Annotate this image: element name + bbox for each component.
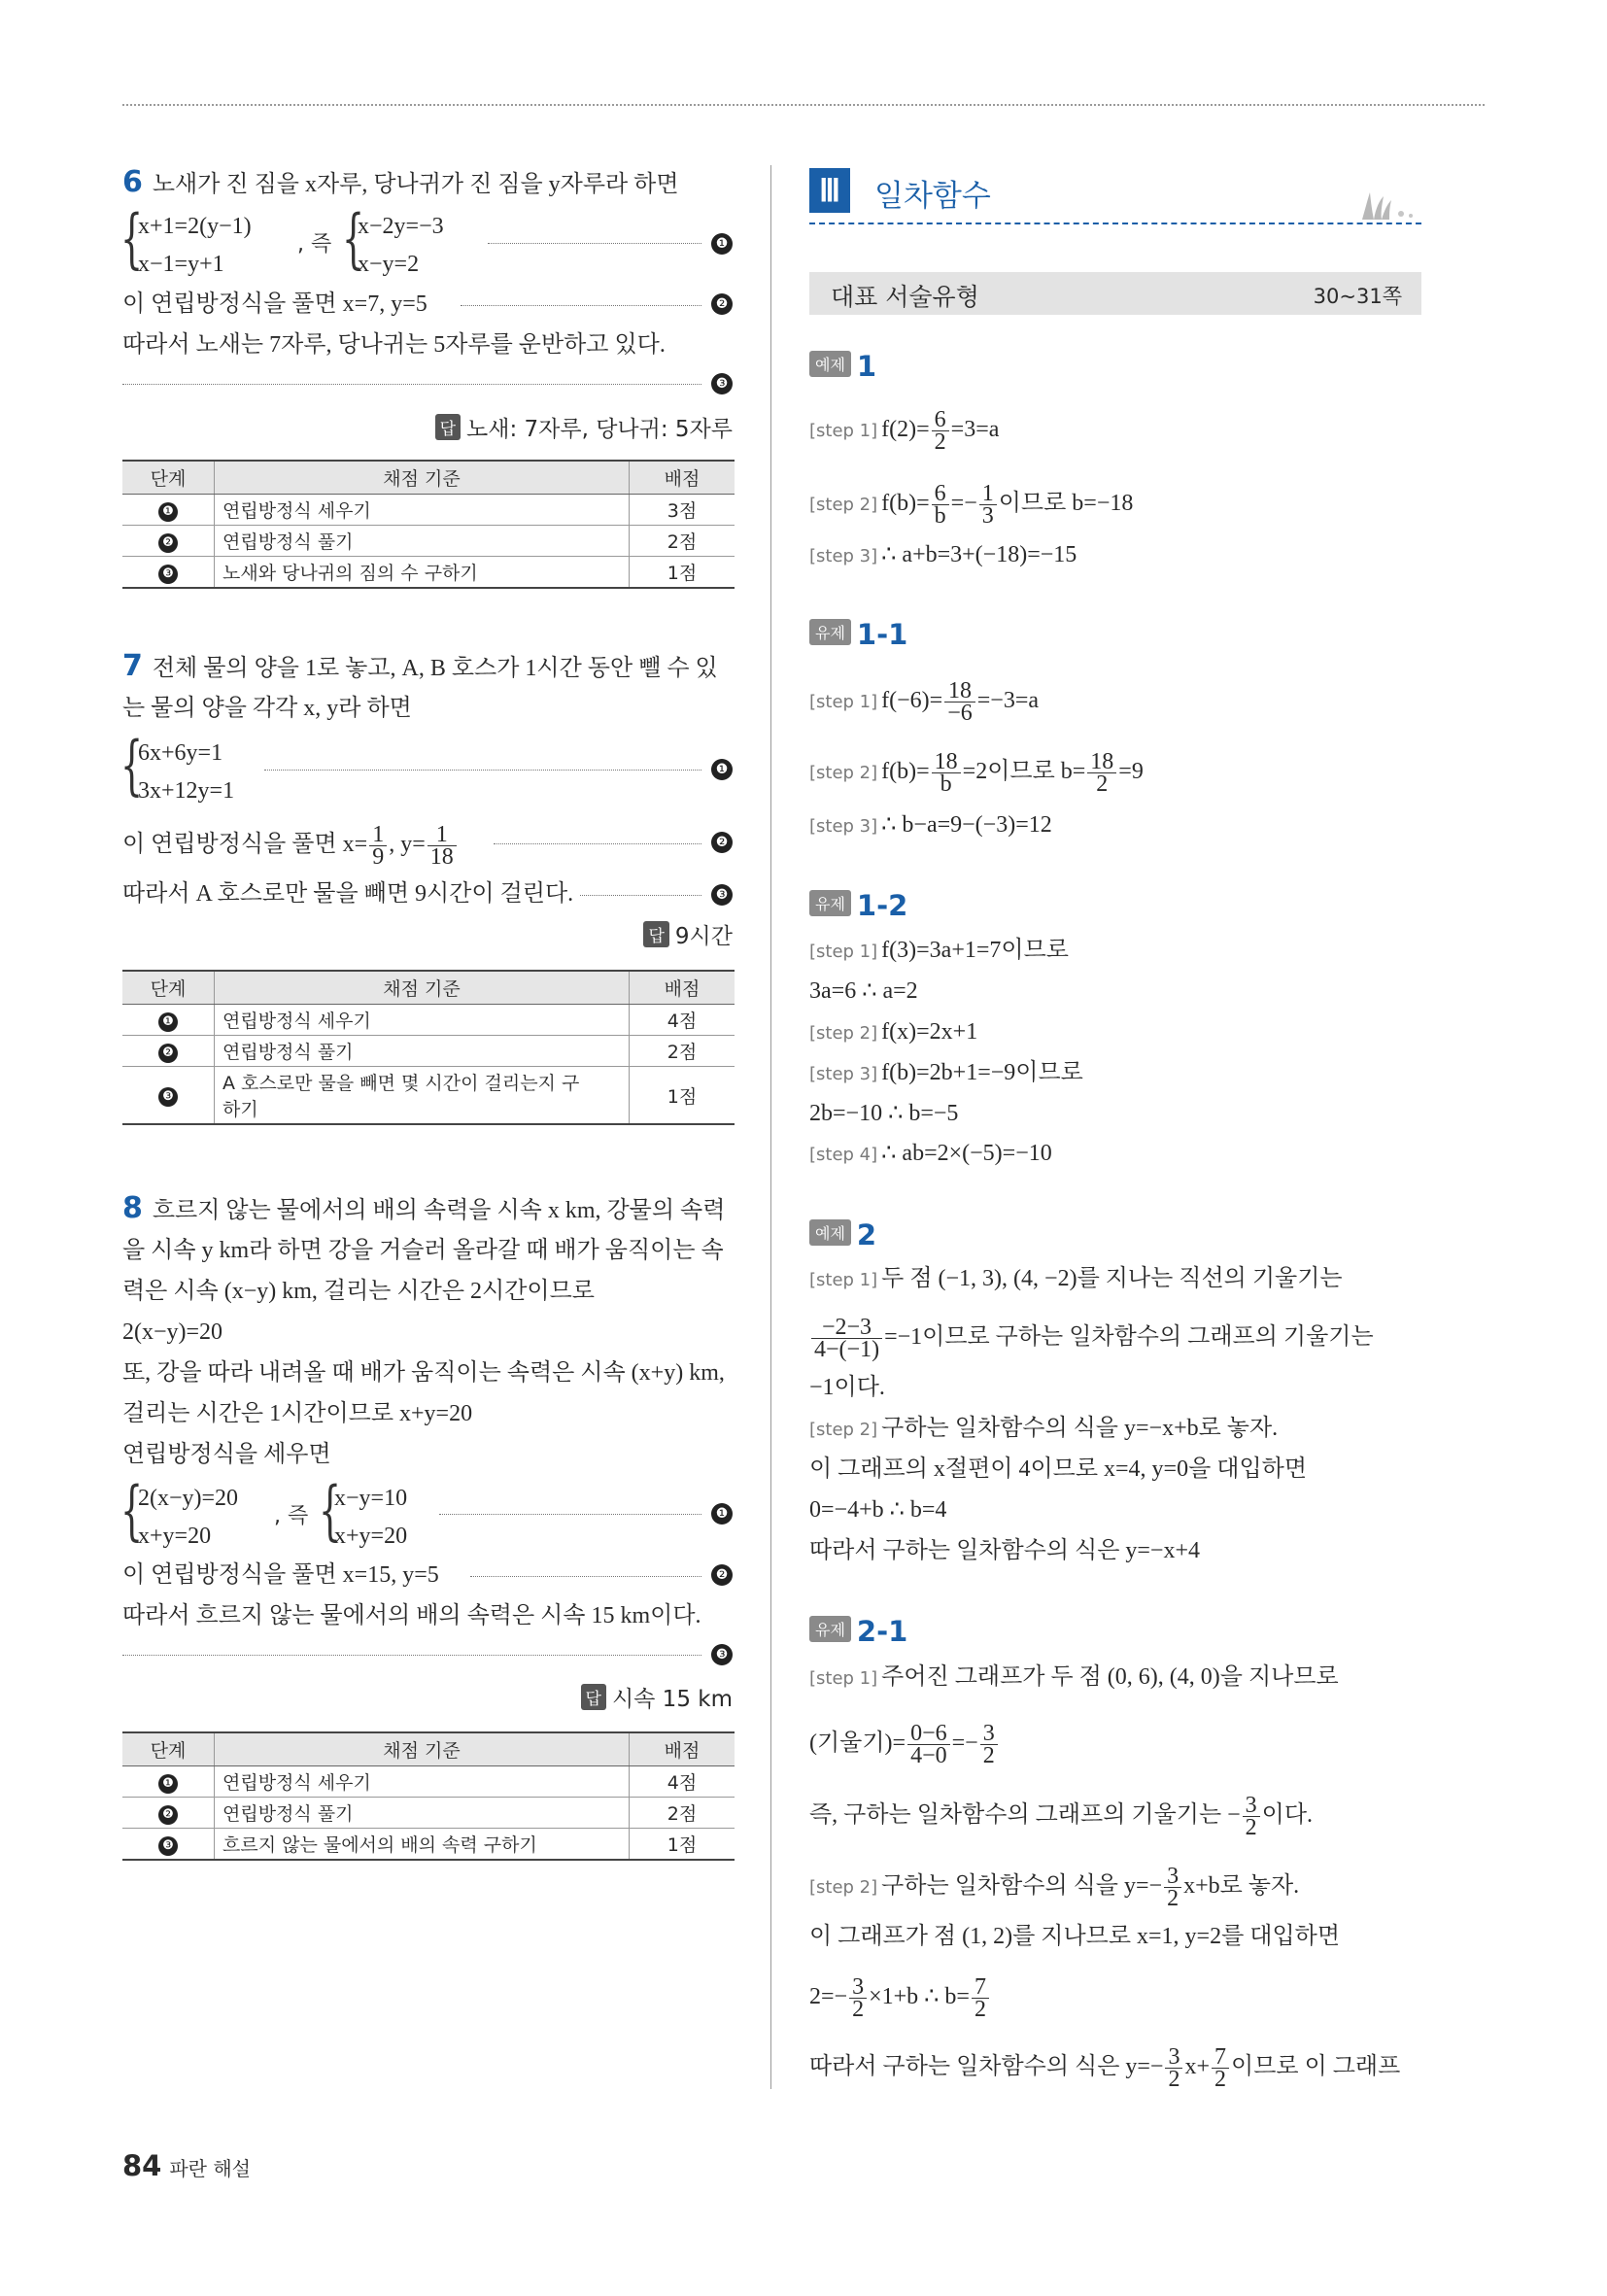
p8-line-1: 8 흐르지 않는 물에서의 배의 속력을 시속 x km, 강물의 속력: [122, 1191, 726, 1225]
table-row: ❸ A 호스로만 물을 빼면 몇 시간이 걸리는지 구 하기 1점: [122, 1067, 735, 1125]
mark-3: ❸: [711, 1644, 733, 1665]
mark-3: ❸: [711, 373, 733, 394]
p8-sys2-eq2: x+y=20: [334, 1524, 408, 1549]
book-label: 파란 해설: [169, 2157, 251, 2180]
mark-2: ❷: [711, 832, 733, 853]
grass-decoration-icon: [1358, 190, 1420, 222]
p6-sys1-eq1: x+1=2(y−1): [138, 214, 252, 239]
s11-step2: [step 2] f(b)= $\frac{18}{b}$ =2이므로 b= $\frac{18}{2}$ =9: [809, 749, 1144, 797]
column-divider: [770, 165, 771, 2089]
s21-step2: [step 2] 구하는 일차함수의 식을 y=− $\frac{3}{2}$ x+b로 놓자.: [809, 1864, 1300, 1911]
p8-line-2: 을 시속 y km라 하면 강을 거슬러 올라갈 때 배가 움직이는 속: [122, 1238, 724, 1263]
s21-line-2: (기울기)= $\frac{0-6}{4-0}$ =− $\frac{3}{2}$: [809, 1723, 1000, 1766]
p6-answer: 답 노새: 7자루, 당나귀: 5자루: [435, 411, 733, 443]
p8-solve: 이 연립방정식을 풀면 x=15, y=5: [122, 1562, 439, 1588]
p8-brace-1: {: [120, 1473, 144, 1548]
example-2-label: 예제 2: [809, 1218, 876, 1251]
ex2-line-5: 이 그래프의 x절편이 4이므로 x=4, y=0을 대입하면: [809, 1456, 1308, 1482]
p8-sep: , 즉: [274, 1504, 309, 1528]
mark-2: ❷: [711, 293, 733, 315]
p8-sys2-eq1: x−y=10: [334, 1486, 408, 1511]
p6-solve: 이 연립방정식을 풀면 x=7, y=5: [122, 291, 427, 317]
p8-line-7: 연립방정식을 세우면: [122, 1442, 331, 1467]
p8-line-5: 또, 강을 따라 내려올 때 배가 움직이는 속력은 시속 (x+y) km,: [122, 1360, 725, 1386]
s11-step1: [step 1] f(−6)= $\frac{18}{-6}$ =−3=a: [809, 678, 1040, 726]
p7-sys-eq2: 3x+12y=1: [138, 778, 235, 804]
p8-sys1-eq1: 2(x−y)=20: [138, 1486, 239, 1511]
ex1-step3: [step 3] ∴ a+b=3+(−18)=−15: [809, 542, 1077, 567]
s21-line-5: 이 그래프가 점 (1, 2)를 지나므로 x=1, y=2를 대입하면: [809, 1924, 1340, 1949]
p8-sys1-eq2: x+y=20: [138, 1524, 212, 1549]
similar-1-1-label: 유제 1-1: [809, 618, 907, 651]
p6-leader-1: [488, 243, 701, 244]
p6-sys2-eq2: x−y=2: [358, 252, 420, 277]
p7-conclusion: 따라서 A 호스로만 물을 빼면 9시간이 걸린다.: [122, 881, 574, 907]
table-row: ❷ 연립방정식 풀기 2점: [122, 1798, 735, 1829]
p8-line-3: 력은 시속 (x−y) km, 걸리는 시간은 2시간이므로: [122, 1279, 595, 1304]
s12-step2: [step 2] f(x)=2x+1: [809, 1019, 978, 1045]
band-pages: 30~31쪽: [1313, 285, 1402, 308]
p8-line-4: 2(x−y)=20: [122, 1319, 223, 1345]
p7-intro-1: 7 전체 물의 양을 1로 놓고, A, B 호스가 1시간 동안 뺄 수 있: [122, 649, 718, 683]
ex2-line-3: −1이다.: [809, 1375, 885, 1400]
s12-line-5: 2b=−10 ∴ b=−5: [809, 1101, 959, 1126]
section-band: [809, 272, 1421, 315]
p8-brace-2: {: [319, 1473, 342, 1548]
p8-line-6: 걸리는 시간은 1시간이므로 x+y=20: [122, 1401, 473, 1426]
ex1-step1: [step 1] f(2)= $\frac{6}{2}$ =3=a: [809, 407, 1000, 455]
ex2-step1: [step 1] 두 점 (−1, 3), (4, −2)를 지나는 직선의 기울기는: [809, 1266, 1343, 1291]
table-row: ❶ 연립방정식 세우기 3점: [122, 495, 735, 526]
p7-solve: 이 연립방정식을 풀면 x= $\frac{1}{9}$ , y= $\frac{1}{18}$: [122, 824, 459, 868]
s12-line-2: 3a=6 ∴ a=2: [809, 978, 918, 1004]
section-dashed-rule: [809, 223, 1421, 224]
p8-leader-1: [439, 1514, 701, 1515]
p6-sys1-eq2: x−1=y+1: [138, 252, 224, 277]
table-row: ❶ 연립방정식 세우기 4점: [122, 1766, 735, 1798]
p8-conclusion: 따라서 흐르지 않는 물에서의 배의 속력은 시속 15 km이다.: [122, 1603, 701, 1628]
top-dotted-rule: [122, 104, 1485, 106]
mark-1: ❶: [711, 759, 733, 780]
p6-sys2-eq1: x−2y=−3: [358, 214, 444, 239]
s21-step1: [step 1] 주어진 그래프가 두 점 (0, 6), (4, 0)을 지나므로: [809, 1664, 1339, 1690]
p8-leader-2: [470, 1576, 701, 1577]
ex2-line-6: 0=−4+b ∴ b=4: [809, 1497, 947, 1523]
s21-line-7: 따라서 구하는 일차함수의 식은 y=− $\frac{3}{2}$ x+ $\frac{7}{2}$ 이므로 이 그래프: [809, 2044, 1401, 2092]
s12-step3: [step 3] f(b)=2b+1=−9이므로: [809, 1060, 1083, 1085]
similar-1-2-label: 유제 1-2: [809, 889, 907, 922]
p7-answer: 답 9시간: [643, 918, 733, 950]
s21-line-6: 2=− $\frac{3}{2}$ ×1+b ∴ b= $\frac{7}{2}$: [809, 1976, 991, 2020]
table-row: ❶ 연립방정식 세우기 4점: [122, 1005, 735, 1036]
section-title: 일차함수: [874, 179, 991, 214]
p7-brace: {: [120, 728, 144, 803]
p6-sep: , 즉: [297, 232, 332, 257]
example-1-label: 예제 1: [809, 350, 876, 383]
s11-step3: [step 3] ∴ b−a=9−(−3)=12: [809, 812, 1052, 838]
p7-leader-1: [264, 770, 701, 771]
p7-leader-3: [580, 895, 701, 896]
p6-rubric-table: 단계 채점 기준 배점 ❶ 연립방정식 세우기 3점 ❷ 연립방정식 풀기 2점 ❸ 노새와 당나귀의 짐의 수 구하기 1점: [122, 460, 735, 589]
s21-line-3: 즉, 구하는 일차함수의 그래프의 기울기는 − $\frac{3}{2}$ 이다.: [809, 1793, 1314, 1840]
table-row: ❷ 연립방정식 풀기 2점: [122, 1036, 735, 1067]
p7-sys-eq1: 6x+6y=1: [138, 740, 223, 766]
mark-2: ❷: [711, 1564, 733, 1586]
page-number: 84: [122, 2149, 162, 2182]
p8-rubric-table: 단계 채점 기준 배점 ❶ 연립방정식 세우기 4점 ❷ 연립방정식 풀기 2점 ❸ 흐르지 않는 물에서의 배의 속력 구하기 1점: [122, 1731, 735, 1861]
p7-intro-2: 는 물의 양을 각각 x, y라 하면: [122, 696, 412, 721]
p6-leader-2: [461, 305, 701, 306]
p8-leader-3: [122, 1655, 701, 1656]
table-row: ❸ 흐르지 않는 물에서의 배의 속력 구하기 1점: [122, 1829, 735, 1861]
mark-3: ❸: [711, 884, 733, 906]
p8-answer: 답 시속 15 km: [581, 1681, 734, 1713]
p6-brace-2: {: [342, 201, 365, 276]
ex2-line-7: 따라서 구하는 일차함수의 식은 y=−x+4: [809, 1538, 1200, 1563]
p6-conclusion: 따라서 노새는 7자루, 당나귀는 5자루를 운반하고 있다.: [122, 332, 666, 358]
table-row: ❷ 연립방정식 풀기 2점: [122, 526, 735, 557]
mark-1: ❶: [711, 233, 733, 255]
p7-leader-2: [494, 843, 701, 844]
ex1-step2: [step 2] f(b)= $\frac{6}{b}$ =− $\frac{1}{3}$ 이므로 b=−18: [809, 481, 1134, 529]
p6-leader-3: [122, 384, 701, 385]
ex2-step2: [step 2] 구하는 일차함수의 식을 y=−x+b로 놓자.: [809, 1416, 1279, 1441]
ex2-line-2: $\frac{-2-3}{4-(-1)}$ =−1이므로 구하는 일차함수의 그래프의 기울기는: [809, 1317, 1374, 1360]
table-row: ❸ 노새와 당나귀의 짐의 수 구하기 1점: [122, 557, 735, 589]
p6-brace-1: {: [120, 201, 144, 276]
section-number-badge: Ⅲ: [809, 168, 850, 213]
s12-step1: [step 1] f(3)=3a+1=7이므로: [809, 938, 1069, 963]
p6-intro: 6 노새가 진 짐을 x자루, 당나귀가 진 짐을 y자루라 하면: [122, 165, 679, 199]
similar-2-1-label: 유제 2-1: [809, 1615, 907, 1648]
band-title: 대표 서술유형: [831, 283, 979, 311]
mark-1: ❶: [711, 1503, 733, 1525]
s12-step4: [step 4] ∴ ab=2×(−5)=−10: [809, 1141, 1052, 1166]
p7-rubric-table: 단계 채점 기준 배점 ❶ 연립방정식 세우기 4점 ❷ 연립방정식 풀기 2점 ❸ A 호스로만 물을 빼면 몇 시간이 걸리는지 구 하기 1점: [122, 970, 735, 1125]
page-footer: [122, 2149, 251, 2182]
